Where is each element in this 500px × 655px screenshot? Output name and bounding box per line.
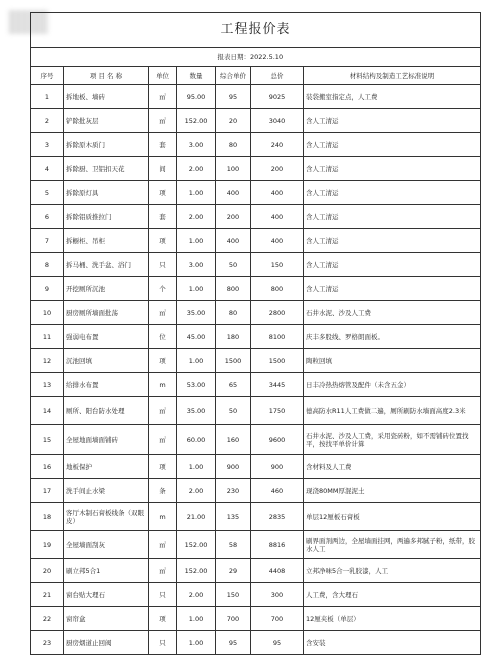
table-row [31,397,481,425]
table-row [31,133,481,157]
cell-unit: ㎡ [149,425,177,455]
cell-unit: ㎡ [149,559,177,583]
cell-price: 200 [216,205,251,229]
cell-total: 2800 [251,301,304,325]
table-row [31,277,481,301]
cell-qty: 3.00 [177,253,216,277]
cell-total: 800 [251,277,304,301]
cell-name: 沉池回填 [64,349,149,373]
cell-total: 200 [251,157,304,181]
cell-name: 窗台贴大理石 [64,583,149,607]
header-cell: 数量 [177,67,216,85]
cell-note: 含人工清运 [304,205,481,229]
cell-total: 900 [251,455,304,479]
cell-unit: ㎡ [149,531,177,559]
cell-no: 3 [31,133,64,157]
cell-total: 1500 [251,349,304,373]
cell-note: 庆丰多股线、罗格朗面板。 [304,325,481,349]
cell-price: 900 [216,455,251,479]
cell-total: 9025 [251,85,304,109]
table-row [31,85,481,109]
cell-name: 给排水布置 [64,373,149,397]
cell-price: 1500 [216,349,251,373]
cell-price: 400 [216,181,251,205]
table-row [31,325,481,349]
cell-qty: 1.00 [177,631,216,655]
cell-unit: 项 [149,455,177,479]
cell-unit: 间 [149,157,177,181]
table-row [31,229,481,253]
cell-note: 含人工清运 [304,133,481,157]
cell-no: 10 [31,301,64,325]
cell-unit: 只 [149,253,177,277]
cell-name: 拆橱柜、吊柜 [64,229,149,253]
table-row [31,559,481,583]
cell-name: 厨房厕所墙面批荡 [64,301,149,325]
cell-no: 13 [31,373,64,397]
header-cell: 总价 [251,67,304,85]
cell-total: 3040 [251,109,304,133]
table-row [31,479,481,503]
cell-price: 135 [216,503,251,531]
cell-no: 19 [31,531,64,559]
cell-unit: 项 [149,181,177,205]
cell-no: 21 [31,583,64,607]
cell-note: 立邦净味5合一乳胶漆，人工 [304,559,481,583]
cell-total: 1750 [251,397,304,425]
header-cell: 单位 [149,67,177,85]
cell-total: 400 [251,229,304,253]
table-row [31,631,481,655]
table-row [31,301,481,325]
cell-name: 客厅木制石膏板线条（双眼皮） [64,503,149,531]
cell-total: 300 [251,583,304,607]
cell-qty: 95.00 [177,85,216,109]
cell-qty: 152.00 [177,531,216,559]
table-row [31,109,481,133]
cell-price: 95 [216,85,251,109]
cell-qty: 2.00 [177,157,216,181]
cell-note: 刷界面剂两边，全屋墙面挂网，两遍多邦腻子粉，纸带，胶水人工 [304,531,481,559]
cell-name: 铲除批灰层 [64,109,149,133]
cell-unit: 套 [149,133,177,157]
cell-unit: 项 [149,229,177,253]
cell-unit: 套 [149,205,177,229]
cell-name: 厕所、阳台防水处理 [64,397,149,425]
cell-no: 15 [31,425,64,455]
date-spacer [31,48,216,67]
cell-price: 700 [216,607,251,631]
table-row [31,607,481,631]
header-cell: 项 目 名 称 [64,67,149,85]
cell-total: 700 [251,607,304,631]
cell-note: 含人工清运 [304,229,481,253]
table-row [31,253,481,277]
quotation-table [30,12,481,655]
cell-price: 58 [216,531,251,559]
cell-total: 460 [251,479,304,503]
cell-note: 单层12厘板石膏板 [304,503,481,531]
cell-no: 1 [31,85,64,109]
cell-unit: 项 [149,607,177,631]
header-cell: 序号 [31,67,64,85]
cell-qty: 21.00 [177,503,216,531]
cell-note: 含安装 [304,631,481,655]
cell-qty: 2.00 [177,583,216,607]
cell-unit: m [149,503,177,531]
cell-unit: 位 [149,325,177,349]
cell-price: 50 [216,253,251,277]
cell-name: 全屋墙面刮灰 [64,531,149,559]
header-cell: 综合单价 [216,67,251,85]
table-row [31,531,481,559]
cell-qty: 35.00 [177,397,216,425]
cell-qty: 60.00 [177,425,216,455]
cell-price: 100 [216,157,251,181]
table-row [31,181,481,205]
cell-total: 240 [251,133,304,157]
cell-price: 29 [216,559,251,583]
cell-unit: m [149,373,177,397]
cell-price: 400 [216,229,251,253]
cell-name: 拆马桶、洗手盆、浴门 [64,253,149,277]
cell-note: 含人工清运 [304,181,481,205]
cell-no: 8 [31,253,64,277]
cell-name: 地板保护 [64,455,149,479]
table-row [31,205,481,229]
cell-total: 8100 [251,325,304,349]
cell-note: 人工费，含大理石 [304,583,481,607]
cell-no: 18 [31,503,64,531]
cell-qty: 35.00 [177,301,216,325]
header-row [31,67,481,85]
cell-no: 9 [31,277,64,301]
cell-price: 95 [216,631,251,655]
cell-no: 11 [31,325,64,349]
cell-no: 4 [31,157,64,181]
cell-no: 12 [31,349,64,373]
cell-total: 400 [251,205,304,229]
cell-total: 2835 [251,503,304,531]
table-row [31,503,481,531]
cell-note: 现浇80MM厚混泥土 [304,479,481,503]
cell-name: 窗帘盒 [64,607,149,631]
cell-total: 4408 [251,559,304,583]
cell-note: 石井水泥、沙及人工费，采用瓷砖粉，如不需铺砖位置找平，按找平单价计算 [304,425,481,455]
page-title: 工程报价表 [31,13,481,48]
cell-unit: 条 [149,479,177,503]
cell-no: 23 [31,631,64,655]
cell-name: 刷立邦5合1 [64,559,149,583]
cell-unit: 只 [149,631,177,655]
table-row [31,349,481,373]
cell-name: 拆除原灯具 [64,181,149,205]
cell-name: 拆除厨、卫铝扣天花 [64,157,149,181]
cell-price: 20 [216,109,251,133]
cell-qty: 152.00 [177,109,216,133]
table-row [31,455,481,479]
cell-note: 含人工清运 [304,157,481,181]
cell-qty: 1.00 [177,181,216,205]
cell-name: 拆除原木质门 [64,133,149,157]
cell-unit: 只 [149,583,177,607]
cell-name: 拆除铝质推拉门 [64,205,149,229]
cell-unit: ㎡ [149,109,177,133]
cell-total: 150 [251,253,304,277]
cell-qty: 2.00 [177,205,216,229]
cell-note: 陶粒回填 [304,349,481,373]
cell-qty: 1.00 [177,349,216,373]
cell-price: 150 [216,583,251,607]
cell-name: 开挖厕所沉池 [64,277,149,301]
cell-no: 16 [31,455,64,479]
cell-qty: 53.00 [177,373,216,397]
cell-no: 6 [31,205,64,229]
cell-no: 7 [31,229,64,253]
cell-total: 8816 [251,531,304,559]
cell-no: 14 [31,397,64,425]
cell-note: 含人工清运 [304,277,481,301]
cell-unit: 项 [149,349,177,373]
cell-name: 洗手间止水梁 [64,479,149,503]
cell-price: 80 [216,133,251,157]
table-row [31,425,481,455]
cell-note: 德高防水R11人工费做二遍，厕所刷防水墙面高度2.3米 [304,397,481,425]
table-row [31,583,481,607]
cell-unit: ㎡ [149,85,177,109]
quotation-sheet [30,12,480,655]
cell-no: 2 [31,109,64,133]
cell-total: 3445 [251,373,304,397]
cell-note: 含人工清运 [304,109,481,133]
cell-price: 65 [216,373,251,397]
cell-price: 50 [216,397,251,425]
cell-qty: 3.00 [177,133,216,157]
cell-total: 9600 [251,425,304,455]
cell-no: 20 [31,559,64,583]
report-date: 报表日期：2022.5.10 [216,48,481,67]
cell-note: 含材料及人工费 [304,455,481,479]
cell-qty: 1.00 [177,277,216,301]
cell-total: 95 [251,631,304,655]
cell-name: 强弱电布置 [64,325,149,349]
cell-qty: 1.00 [177,229,216,253]
cell-name: 拆地板、墙砖 [64,85,149,109]
cell-price: 160 [216,425,251,455]
cell-price: 800 [216,277,251,301]
cell-price: 230 [216,479,251,503]
cell-price: 180 [216,325,251,349]
cell-qty: 1.00 [177,455,216,479]
cell-unit: ㎡ [149,397,177,425]
cell-no: 17 [31,479,64,503]
cell-name: 全屋地面墙面铺砖 [64,425,149,455]
cell-note: 装袋搬室指定点，人工费 [304,85,481,109]
cell-unit: ㎡ [149,301,177,325]
cell-note: 日丰冷热热熔管及配件（未含五金） [304,373,481,397]
cell-qty: 1.00 [177,607,216,631]
cell-note: 石井水泥、沙及人工费 [304,301,481,325]
cell-qty: 45.00 [177,325,216,349]
cell-note: 12厘夹板（单层） [304,607,481,631]
cell-no: 5 [31,181,64,205]
table-row [31,157,481,181]
cell-no: 22 [31,607,64,631]
table-row [31,373,481,397]
header-cell: 材料结构及制造工艺标准说明 [304,67,481,85]
cell-total: 400 [251,181,304,205]
cell-unit: 个 [149,277,177,301]
cell-price: 80 [216,301,251,325]
cell-qty: 152.00 [177,559,216,583]
cell-name: 厨房烟道止回阀 [64,631,149,655]
cell-qty: 2.00 [177,479,216,503]
cell-note: 含人工清运 [304,253,481,277]
